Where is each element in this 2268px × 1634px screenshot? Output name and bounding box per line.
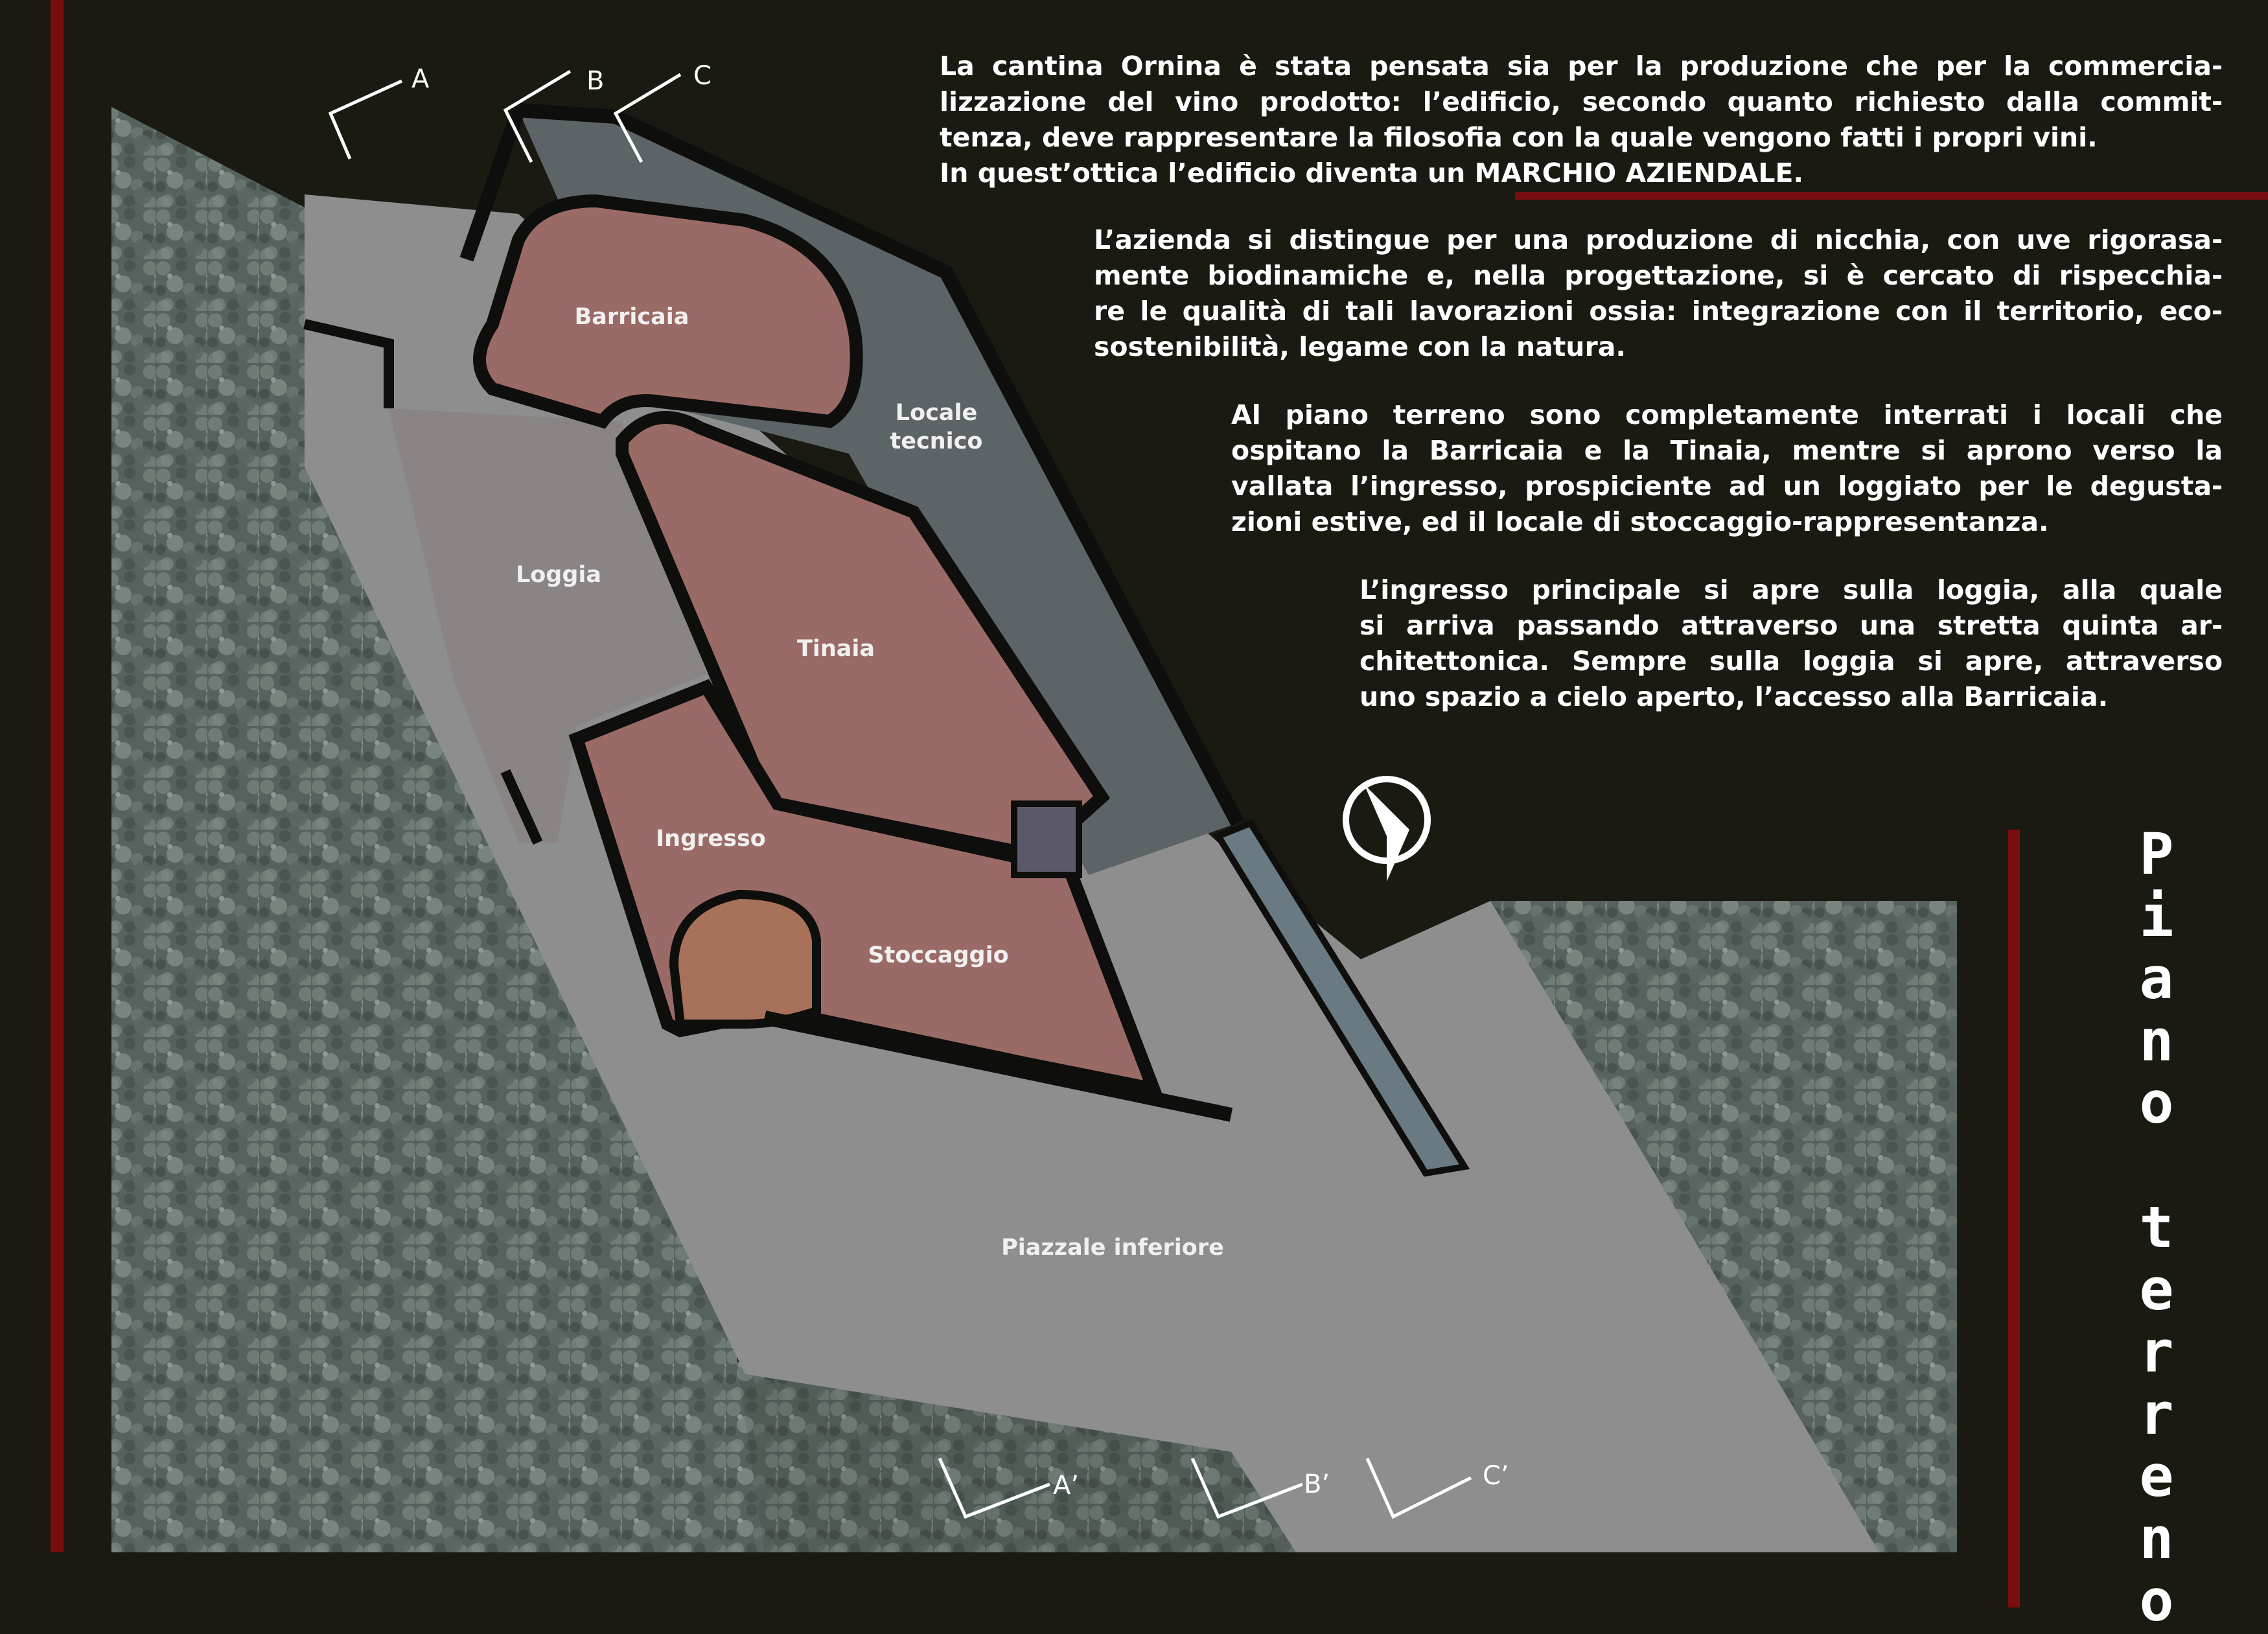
title-letter: n	[2139, 1007, 2174, 1074]
room-label-piazzale: Piazzale inferiore	[1001, 1235, 1224, 1261]
p4-line-2: si arriva passando attraverso una stretta quinta ar-	[1360, 610, 2223, 641]
room-label-barricaia: Barricaia	[574, 304, 689, 330]
p1-line-3: tenza, deve rappresentare la filosofia con la quale vengono fatti i propri vini.	[940, 122, 2098, 153]
p1-line-2: lizzazione del vino prodotto: l’edificio, secondo quanto richiesto dalla commit-	[940, 86, 2223, 117]
room-label-loggia: Loggia	[515, 562, 602, 588]
room-label-tinaia: Tinaia	[796, 636, 875, 662]
title-letter: n	[2139, 1505, 2174, 1572]
p4-line-1: L’ingresso principale si apre sulla loggia, alla quale	[1360, 574, 2223, 605]
p2-line-3: re le qualità di tali lavorazioni ossia: integrazione con il territorio, eco-	[1094, 296, 2223, 327]
p3-line-1: Al piano terreno sono completamente interrati i locali che	[1231, 399, 2223, 430]
p3-line-4: zioni estive, ed il locale di stoccaggio-rappresentanza.	[1231, 506, 2049, 537]
p3-line-2: ospitano la Barricaia e la Tinaia, mentre si aprono verso la	[1231, 435, 2223, 466]
p4-line-3: chitettonica. Sempre sulla loggia si apre, attraverso	[1360, 646, 2223, 677]
title-letter: t	[2139, 1194, 2174, 1261]
p3-line-3: vallata l’ingresso, prospiciente ad un loggiato per le degusta-	[1231, 471, 2223, 502]
spiral-stair	[674, 894, 816, 1024]
p2-line-4: sostenibilità, legame con la natura.	[1094, 331, 1626, 362]
title-letter: i	[2139, 883, 2174, 950]
paragraph-3	[1231, 397, 2223, 540]
title-letter: e	[2139, 1443, 2174, 1510]
title-letter: a	[2139, 945, 2174, 1012]
room-label-locale-1: Locale	[895, 400, 978, 426]
paragraph-1	[940, 49, 2223, 191]
section-label-b-prime: B’	[1304, 1469, 1330, 1499]
title-letter: o	[2139, 1069, 2174, 1136]
title-letter: e	[2139, 1256, 2174, 1323]
title-letter: P	[2139, 821, 2174, 887]
section-label-a-prime: A’	[1053, 1471, 1080, 1500]
paragraph-4	[1360, 572, 2223, 715]
title-letter: o	[2139, 1567, 2174, 1634]
p1-line-4: In quest’ottica l’edificio diventa un MARCHIO AZIENDALE.	[940, 158, 1804, 189]
room-label-locale-2: tecnico	[890, 428, 983, 454]
title-letter	[2118, 1134, 2195, 1196]
room-label-stoccaggio: Stoccaggio	[868, 942, 1009, 968]
lift	[1014, 804, 1079, 875]
section-label-c-prime: C’	[1483, 1461, 1509, 1491]
section-label-c: C	[693, 61, 712, 91]
section-label-b: B	[586, 66, 605, 96]
p2-line-2: mente biodinamiche e, nella progettazione, si è cercato di rispecchia-	[1094, 260, 2223, 291]
p1-line-1: La cantina Ornina è stata pensata sia per la produzione che per la commercia-	[940, 51, 2223, 82]
title-letter: r	[2139, 1318, 2174, 1385]
title-letter: r	[2139, 1381, 2174, 1447]
page-title	[2118, 823, 2195, 1632]
paragraph-2	[1094, 222, 2223, 365]
section-label-a: A	[411, 64, 430, 94]
room-label-ingresso: Ingresso	[656, 826, 766, 852]
north-arrow-icon	[1346, 779, 1428, 881]
p2-line-1: L’azienda si distingue per una produzione di nicchia, con uve rigorasa-	[1094, 224, 2223, 255]
p4-line-4: uno spazio a cielo aperto, l’accesso alla Barricaia.	[1360, 681, 2109, 712]
